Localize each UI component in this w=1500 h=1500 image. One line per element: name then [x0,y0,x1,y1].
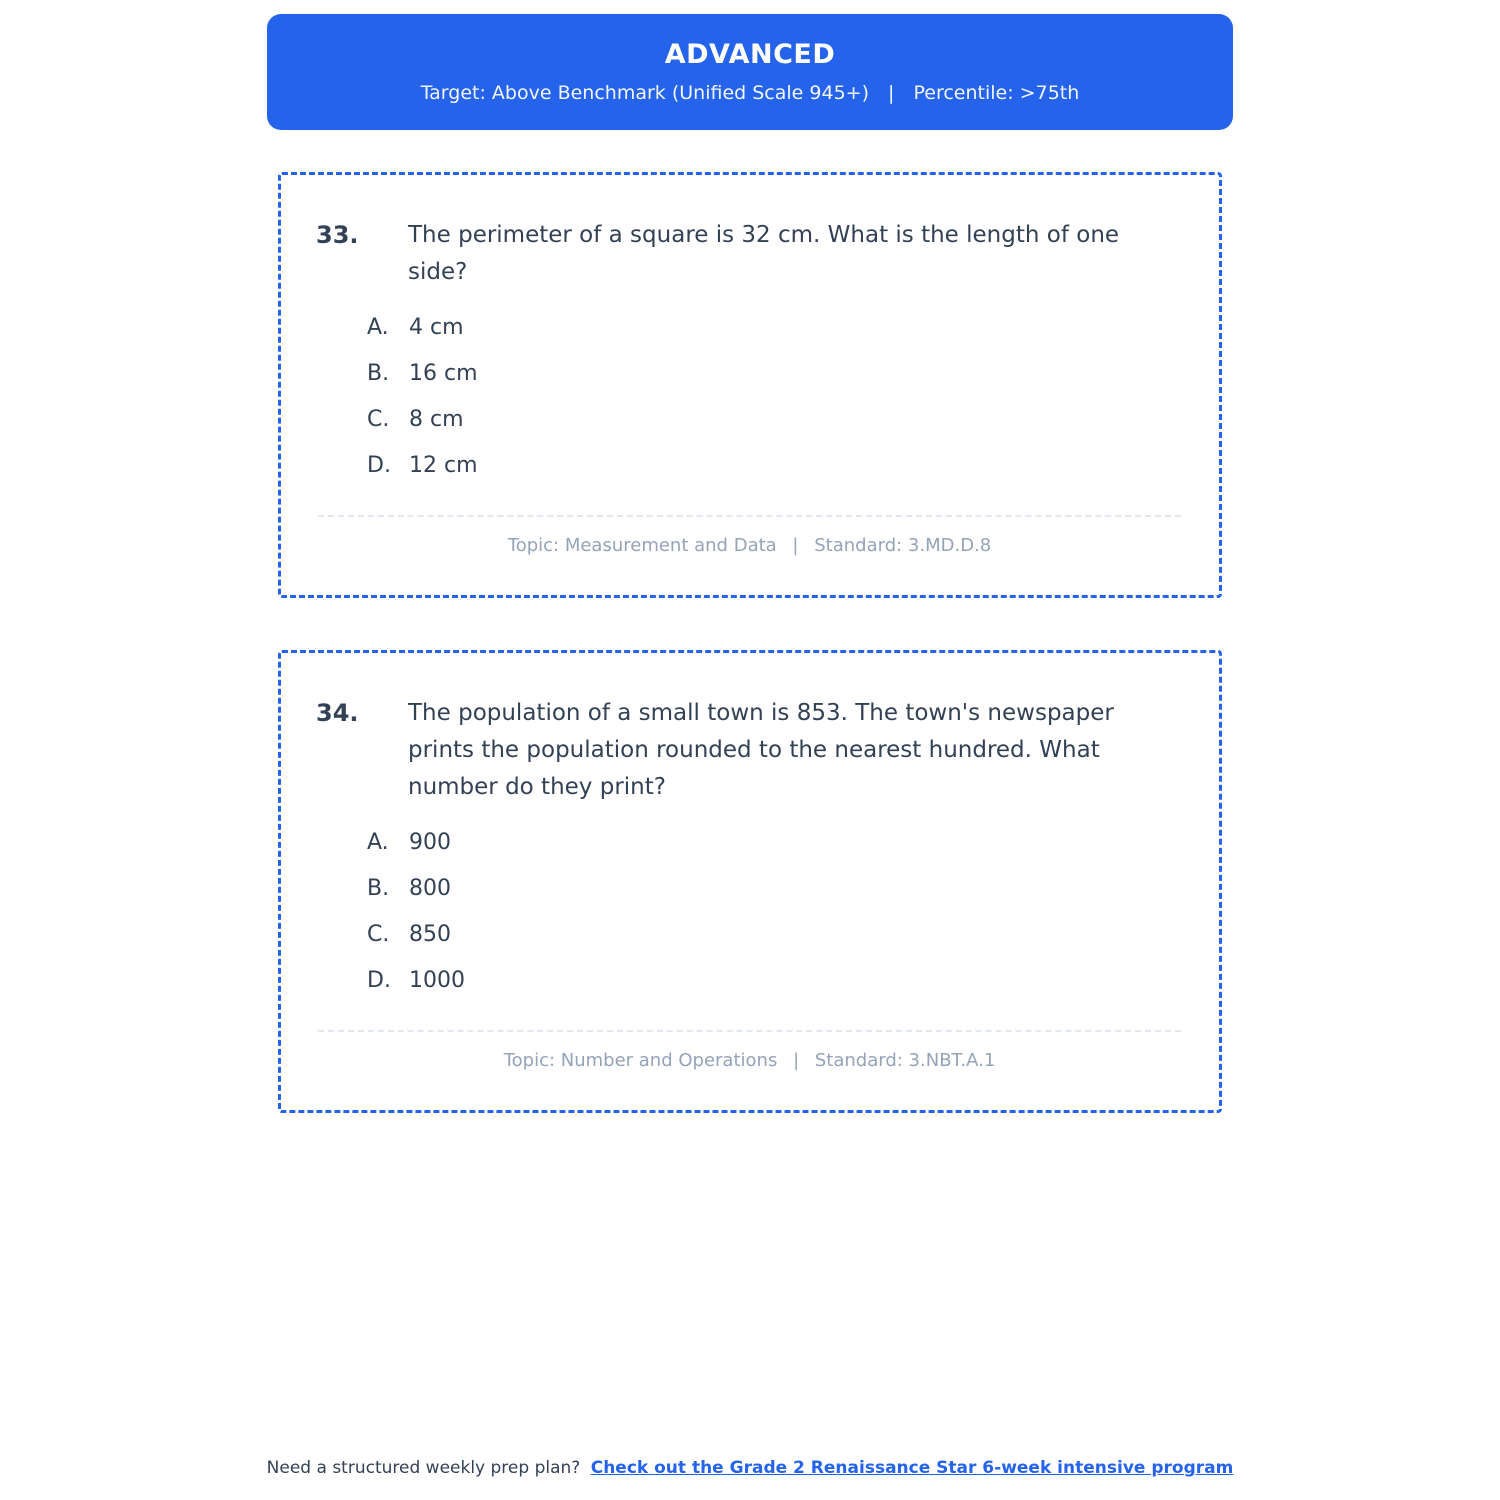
meta-separator: | [792,535,799,556]
standard-label: Standard: 3.NBT.A.1 [814,1050,996,1071]
question-card-33 [278,172,1222,598]
option-letter: D. [367,453,391,478]
option-text: 4 cm [409,315,464,340]
subtitle-separator: | [888,82,895,104]
answer-options [367,830,1183,994]
level-title: ADVANCED [664,39,836,70]
option-letter: D. [367,968,391,993]
card-divider [318,1030,1181,1032]
question-card-34 [278,650,1222,1113]
option-b [367,876,1183,902]
worksheet-page [267,0,1233,1113]
footer-prompt: Need a structured weekly prep plan? [266,1458,581,1478]
option-letter: C. [367,922,390,947]
page-footer [0,1458,1500,1478]
option-text: 900 [409,830,451,855]
option-letter: A. [367,315,389,340]
level-subtitle [267,82,1233,104]
question-meta [316,1050,1183,1072]
percentile-label: Percentile: >75th [913,82,1080,104]
question-text: The population of a small town is 853. The town's newspaper prints the population rounded to the nearest hundred. What number do they print? [408,700,1114,800]
option-text: 16 cm [409,361,478,386]
program-link[interactable]: Check out the Grade 2 Renaissance Star 6-week intensive program [590,1458,1234,1478]
option-letter: C. [367,407,390,432]
option-letter: B. [367,876,390,901]
question-row [316,217,1183,291]
question-text: The perimeter of a square is 32 cm. What is the length of one side? [408,222,1120,285]
question-number: 34. [316,699,359,727]
option-text: 12 cm [409,453,478,478]
target-label: Target: Above Benchmark (Unified Scale 945+) [420,82,869,104]
option-text: 8 cm [409,407,464,432]
option-letter: B. [367,361,390,386]
option-b [367,361,1183,387]
topic-label: Topic: Number and Operations [503,1050,778,1071]
option-a [367,830,1183,856]
question-number: 33. [316,221,359,249]
option-c [367,922,1183,948]
option-a [367,315,1183,341]
option-d [367,968,1183,994]
topic-label: Topic: Measurement and Data [507,535,777,556]
level-banner [267,14,1233,130]
meta-separator: | [793,1050,800,1071]
question-meta [316,535,1183,557]
answer-options [367,315,1183,479]
option-text: 800 [409,876,451,901]
option-c [367,407,1183,433]
card-divider [318,515,1181,517]
standard-label: Standard: 3.MD.D.8 [814,535,992,556]
option-text: 1000 [409,968,465,993]
question-row [316,695,1183,806]
option-text: 850 [409,922,451,947]
option-d [367,453,1183,479]
option-letter: A. [367,830,389,855]
